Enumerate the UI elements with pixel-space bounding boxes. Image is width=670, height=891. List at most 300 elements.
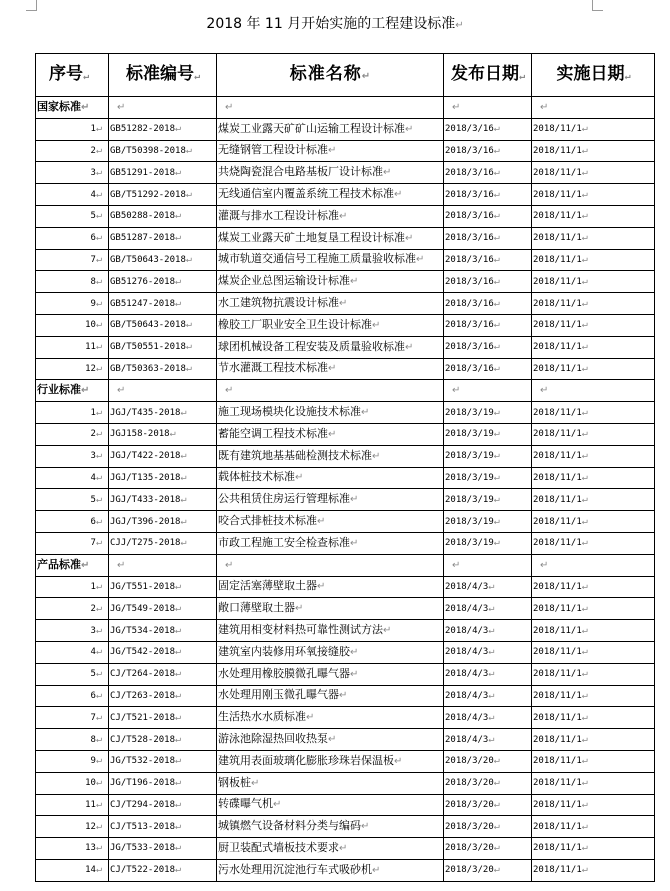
cell-no[interactable] bbox=[36, 271, 109, 293]
paragraph-mark: ↵ bbox=[581, 428, 588, 440]
cell-code[interactable] bbox=[109, 467, 217, 489]
cell-code-text: JGJ/T396-2018 bbox=[110, 516, 181, 527]
cell-implemented[interactable] bbox=[532, 314, 655, 336]
paragraph-mark: ↵ bbox=[95, 297, 102, 309]
cell-code[interactable] bbox=[109, 227, 217, 249]
cell-implemented[interactable] bbox=[532, 140, 655, 162]
cell-implemented[interactable] bbox=[532, 532, 655, 554]
table-row bbox=[36, 750, 655, 772]
cell-code[interactable] bbox=[109, 162, 217, 184]
cell-name[interactable] bbox=[217, 293, 444, 315]
paragraph-mark: ↵ bbox=[95, 515, 102, 527]
cell-code-text: GB/T50643-2018 bbox=[110, 254, 186, 265]
cell-published[interactable] bbox=[444, 685, 532, 707]
cell-implemented[interactable] bbox=[532, 838, 655, 860]
cell-implemented[interactable] bbox=[532, 358, 655, 380]
cell-published-text: 2018/4/3 bbox=[445, 734, 489, 745]
table-row bbox=[36, 838, 655, 860]
section-label-cell[interactable] bbox=[36, 380, 109, 402]
paragraph-mark: ↵ bbox=[581, 493, 588, 505]
cell-no[interactable] bbox=[36, 118, 109, 140]
cell-code[interactable] bbox=[109, 663, 217, 685]
cell-no[interactable] bbox=[36, 184, 109, 206]
cell-code[interactable] bbox=[109, 489, 217, 511]
paragraph-mark: ↵ bbox=[455, 20, 464, 31]
cell-implemented[interactable] bbox=[532, 794, 655, 816]
cell-no[interactable] bbox=[36, 489, 109, 511]
cell-published-text: 2018/3/20 bbox=[445, 778, 494, 789]
cell-no[interactable] bbox=[36, 227, 109, 249]
cell-no-text: 7 bbox=[90, 712, 96, 723]
section-empty-cell[interactable] bbox=[444, 97, 532, 119]
cell-published[interactable] bbox=[444, 271, 532, 293]
cell-no[interactable] bbox=[36, 205, 109, 227]
section-empty-cell[interactable] bbox=[217, 97, 444, 119]
cell-no-text: 8 bbox=[90, 276, 96, 287]
cell-implemented[interactable] bbox=[532, 118, 655, 140]
paragraph-mark: ↵ bbox=[493, 362, 500, 374]
cell-implemented-text: 2018/11/1 bbox=[533, 211, 582, 222]
cell-published[interactable] bbox=[444, 707, 532, 729]
standards-table-body bbox=[36, 54, 655, 882]
cell-implemented-text: 2018/11/1 bbox=[533, 451, 582, 462]
cell-name[interactable] bbox=[217, 641, 444, 663]
paragraph-mark: ↵ bbox=[488, 668, 495, 680]
paragraph-mark: ↵ bbox=[581, 646, 588, 658]
cell-no[interactable] bbox=[36, 707, 109, 729]
cell-implemented[interactable] bbox=[532, 707, 655, 729]
paragraph-mark: ↵ bbox=[493, 515, 500, 527]
cell-no-text: 9 bbox=[90, 298, 96, 309]
cell-implemented[interactable] bbox=[532, 249, 655, 271]
cell-code[interactable] bbox=[109, 750, 217, 772]
cell-implemented[interactable] bbox=[532, 663, 655, 685]
cell-code[interactable] bbox=[109, 423, 217, 445]
paragraph-mark: ↵ bbox=[180, 515, 187, 527]
cell-no-text: 12 bbox=[85, 363, 96, 374]
cell-name[interactable] bbox=[217, 184, 444, 206]
section-label-cell[interactable] bbox=[36, 97, 109, 119]
cell-name[interactable] bbox=[217, 511, 444, 533]
cell-name[interactable] bbox=[217, 729, 444, 751]
cell-code[interactable] bbox=[109, 576, 217, 598]
cell-no[interactable] bbox=[36, 293, 109, 315]
cell-name[interactable] bbox=[217, 227, 444, 249]
cell-published[interactable] bbox=[444, 249, 532, 271]
cell-code-text: GB/T50398-2018 bbox=[110, 145, 186, 156]
table-row bbox=[36, 685, 655, 707]
cell-code-text: JGJ/T433-2018 bbox=[110, 494, 181, 505]
paragraph-mark: ↵ bbox=[581, 450, 588, 462]
paragraph-mark: ↵ bbox=[175, 297, 182, 309]
cell-no[interactable] bbox=[36, 729, 109, 751]
paragraph-mark: ↵ bbox=[251, 777, 260, 789]
cell-implemented[interactable] bbox=[532, 816, 655, 838]
cell-implemented[interactable] bbox=[532, 576, 655, 598]
header-cell-code[interactable] bbox=[109, 54, 217, 97]
cell-no[interactable] bbox=[36, 358, 109, 380]
paragraph-mark: ↵ bbox=[339, 690, 348, 702]
cell-published-text: 2018/4/3 bbox=[445, 712, 489, 723]
cell-code[interactable] bbox=[109, 314, 217, 336]
cell-no[interactable] bbox=[36, 576, 109, 598]
cell-name-text: 市政工程施工安全检查标准 bbox=[218, 535, 350, 549]
paragraph-mark: ↵ bbox=[95, 668, 102, 680]
cell-name[interactable] bbox=[217, 402, 444, 424]
cell-no[interactable] bbox=[36, 140, 109, 162]
paragraph-mark: ↵ bbox=[581, 253, 588, 265]
cell-code-text: GB51282-2018 bbox=[110, 124, 176, 135]
paragraph-mark: ↵ bbox=[383, 167, 392, 179]
section-label-cell[interactable] bbox=[36, 554, 109, 576]
cell-name[interactable] bbox=[217, 532, 444, 554]
cell-name[interactable] bbox=[217, 467, 444, 489]
paragraph-mark: ↵ bbox=[493, 166, 500, 178]
cell-no-text: 6 bbox=[90, 690, 96, 701]
header-cell-published[interactable] bbox=[444, 54, 532, 97]
cell-implemented-text: 2018/11/1 bbox=[533, 734, 582, 745]
cell-implemented[interactable] bbox=[532, 729, 655, 751]
cell-published[interactable] bbox=[444, 402, 532, 424]
cell-published-text: 2018/3/19 bbox=[445, 494, 494, 505]
section-empty-cell[interactable] bbox=[109, 380, 217, 402]
paragraph-mark: ↵ bbox=[95, 864, 102, 876]
cell-implemented-text: 2018/11/1 bbox=[533, 538, 582, 549]
title-text: 2018 年 11 月开始实施的工程建设标准 bbox=[206, 16, 456, 32]
cell-published[interactable] bbox=[444, 118, 532, 140]
cell-code-text: CJ/T528-2018 bbox=[110, 734, 176, 745]
cell-published[interactable] bbox=[444, 794, 532, 816]
cell-code-text: GB/T50363-2018 bbox=[110, 363, 186, 374]
paragraph-mark: ↵ bbox=[581, 580, 588, 592]
paragraph-mark: ↵ bbox=[350, 668, 359, 680]
cell-implemented[interactable] bbox=[532, 750, 655, 772]
cell-published[interactable] bbox=[444, 838, 532, 860]
cell-published[interactable] bbox=[444, 423, 532, 445]
cell-code[interactable] bbox=[109, 118, 217, 140]
cell-implemented[interactable] bbox=[532, 162, 655, 184]
cell-code[interactable] bbox=[109, 685, 217, 707]
cell-implemented[interactable] bbox=[532, 423, 655, 445]
cell-published[interactable] bbox=[444, 772, 532, 794]
cell-implemented[interactable] bbox=[532, 598, 655, 620]
paragraph-mark: ↵ bbox=[581, 406, 588, 418]
paragraph-mark: ↵ bbox=[81, 559, 90, 571]
cell-no-text: 7 bbox=[90, 538, 96, 549]
cell-no[interactable] bbox=[36, 816, 109, 838]
cell-published[interactable] bbox=[444, 184, 532, 206]
cell-implemented[interactable] bbox=[532, 184, 655, 206]
cell-name[interactable] bbox=[217, 838, 444, 860]
cell-code[interactable] bbox=[109, 532, 217, 554]
header-implemented: 实施日期 bbox=[556, 63, 625, 84]
paragraph-mark: ↵ bbox=[175, 602, 182, 614]
cell-name[interactable] bbox=[217, 816, 444, 838]
cell-no[interactable] bbox=[36, 336, 109, 358]
paragraph-mark: ↵ bbox=[416, 254, 425, 266]
table-row bbox=[36, 445, 655, 467]
cell-implemented[interactable] bbox=[532, 620, 655, 642]
paragraph-mark: ↵ bbox=[175, 755, 182, 767]
paragraph-mark: ↵ bbox=[95, 450, 102, 462]
section-row bbox=[36, 554, 655, 576]
cell-no[interactable] bbox=[36, 467, 109, 489]
cell-published[interactable] bbox=[444, 511, 532, 533]
cell-name[interactable] bbox=[217, 598, 444, 620]
paragraph-mark: ↵ bbox=[493, 144, 500, 156]
cell-no[interactable] bbox=[36, 532, 109, 554]
section-empty-cell[interactable] bbox=[109, 97, 217, 119]
cell-code[interactable] bbox=[109, 641, 217, 663]
section-empty-cell[interactable] bbox=[532, 97, 655, 119]
cell-code[interactable] bbox=[109, 859, 217, 881]
cell-published[interactable] bbox=[444, 620, 532, 642]
cell-published[interactable] bbox=[444, 816, 532, 838]
cell-implemented-text: 2018/11/1 bbox=[533, 167, 582, 178]
paragraph-mark: ↵ bbox=[493, 319, 500, 331]
cell-name[interactable] bbox=[217, 445, 444, 467]
cell-name[interactable] bbox=[217, 772, 444, 794]
table-row bbox=[36, 205, 655, 227]
cell-implemented[interactable] bbox=[532, 685, 655, 707]
cell-code-text: CJJ/T275-2018 bbox=[110, 538, 181, 549]
cell-code[interactable] bbox=[109, 336, 217, 358]
cell-code[interactable] bbox=[109, 707, 217, 729]
cell-implemented[interactable] bbox=[532, 227, 655, 249]
cell-published[interactable] bbox=[444, 205, 532, 227]
cell-code[interactable] bbox=[109, 816, 217, 838]
cell-code[interactable] bbox=[109, 598, 217, 620]
cell-name[interactable] bbox=[217, 685, 444, 707]
section-row bbox=[36, 380, 655, 402]
cell-name-text: 无线通信室内覆盖系统工程技术标准 bbox=[218, 187, 394, 201]
header-cell-no[interactable] bbox=[36, 54, 109, 97]
cell-name[interactable] bbox=[217, 663, 444, 685]
section-empty-cell[interactable] bbox=[444, 554, 532, 576]
cell-implemented[interactable] bbox=[532, 511, 655, 533]
paragraph-mark: ↵ bbox=[185, 188, 192, 200]
cell-published[interactable] bbox=[444, 227, 532, 249]
cell-implemented[interactable] bbox=[532, 402, 655, 424]
cell-code[interactable] bbox=[109, 729, 217, 751]
cell-published[interactable] bbox=[444, 532, 532, 554]
cell-published[interactable] bbox=[444, 293, 532, 315]
paragraph-mark: ↵ bbox=[488, 602, 495, 614]
cell-name[interactable] bbox=[217, 489, 444, 511]
cell-no[interactable] bbox=[36, 445, 109, 467]
cell-published[interactable] bbox=[444, 358, 532, 380]
cell-name[interactable] bbox=[217, 118, 444, 140]
table-row bbox=[36, 576, 655, 598]
section-empty-cell[interactable] bbox=[532, 554, 655, 576]
cell-no[interactable] bbox=[36, 162, 109, 184]
cell-published[interactable] bbox=[444, 576, 532, 598]
cell-no[interactable] bbox=[36, 511, 109, 533]
cell-name[interactable] bbox=[217, 271, 444, 293]
cell-published[interactable] bbox=[444, 445, 532, 467]
header-name: 标准名称 bbox=[289, 63, 362, 84]
paragraph-mark: ↵ bbox=[350, 494, 359, 506]
cell-name[interactable] bbox=[217, 205, 444, 227]
cell-no[interactable] bbox=[36, 598, 109, 620]
cell-name-text: 灌溉与排水工程设计标准 bbox=[218, 208, 339, 222]
cell-code[interactable] bbox=[109, 511, 217, 533]
paragraph-mark: ↵ bbox=[175, 798, 182, 810]
cell-name[interactable] bbox=[217, 249, 444, 271]
cell-implemented[interactable] bbox=[532, 641, 655, 663]
section-empty-cell[interactable] bbox=[217, 554, 444, 576]
cell-published[interactable] bbox=[444, 140, 532, 162]
cell-code[interactable] bbox=[109, 402, 217, 424]
cell-published-text: 2018/3/20 bbox=[445, 865, 494, 876]
cell-implemented[interactable] bbox=[532, 271, 655, 293]
cell-name[interactable] bbox=[217, 162, 444, 184]
paragraph-mark: ↵ bbox=[581, 777, 588, 789]
section-empty-cell[interactable] bbox=[532, 380, 655, 402]
cell-name-text: 钢板桩 bbox=[218, 775, 251, 789]
paragraph-mark: ↵ bbox=[95, 580, 102, 592]
cell-code[interactable] bbox=[109, 140, 217, 162]
cell-implemented[interactable] bbox=[532, 293, 655, 315]
cell-code-text: CJ/T294-2018 bbox=[110, 799, 176, 810]
paragraph-mark: ↵ bbox=[273, 799, 282, 811]
cell-name[interactable] bbox=[217, 750, 444, 772]
paragraph-mark: ↵ bbox=[361, 70, 372, 82]
cell-no-text: 2 bbox=[90, 603, 96, 614]
cell-name[interactable] bbox=[217, 140, 444, 162]
cell-name-text: 生活热水水质标准 bbox=[218, 710, 306, 724]
paragraph-mark: ↵ bbox=[95, 144, 102, 156]
cell-published[interactable] bbox=[444, 314, 532, 336]
cell-code[interactable] bbox=[109, 772, 217, 794]
cell-published[interactable] bbox=[444, 750, 532, 772]
cell-no-text: 8 bbox=[90, 734, 96, 745]
cell-implemented-text: 2018/11/1 bbox=[533, 778, 582, 789]
header-cell-name[interactable] bbox=[217, 54, 444, 97]
cell-implemented[interactable] bbox=[532, 336, 655, 358]
cell-code[interactable] bbox=[109, 184, 217, 206]
cell-name[interactable] bbox=[217, 794, 444, 816]
cell-no[interactable] bbox=[36, 859, 109, 881]
cell-implemented[interactable] bbox=[532, 205, 655, 227]
paragraph-mark: ↵ bbox=[175, 232, 182, 244]
cell-published[interactable] bbox=[444, 859, 532, 881]
cell-code[interactable] bbox=[109, 620, 217, 642]
cell-no[interactable] bbox=[36, 772, 109, 794]
cell-code[interactable] bbox=[109, 794, 217, 816]
cell-published[interactable] bbox=[444, 489, 532, 511]
cell-name-text: 橡胶工厂职业安全卫生设计标准 bbox=[218, 317, 372, 331]
cell-code[interactable] bbox=[109, 358, 217, 380]
standards-table[interactable] bbox=[35, 53, 655, 882]
paragraph-mark: ↵ bbox=[372, 319, 381, 331]
cell-published[interactable] bbox=[444, 336, 532, 358]
cell-no[interactable] bbox=[36, 663, 109, 685]
cell-no[interactable] bbox=[36, 314, 109, 336]
cell-name[interactable] bbox=[217, 576, 444, 598]
cell-code[interactable] bbox=[109, 293, 217, 315]
cell-name[interactable] bbox=[217, 620, 444, 642]
cell-code[interactable] bbox=[109, 205, 217, 227]
cell-published-text: 2018/3/20 bbox=[445, 799, 494, 810]
header-row bbox=[36, 54, 655, 97]
cell-no[interactable] bbox=[36, 402, 109, 424]
cell-name[interactable] bbox=[217, 423, 444, 445]
cell-name[interactable] bbox=[217, 358, 444, 380]
table-row bbox=[36, 423, 655, 445]
cell-no[interactable] bbox=[36, 249, 109, 271]
paragraph-mark: ↵ bbox=[394, 189, 403, 201]
header-cell-implemented[interactable] bbox=[532, 54, 655, 97]
cell-name[interactable] bbox=[217, 336, 444, 358]
cell-no[interactable] bbox=[36, 620, 109, 642]
cell-name-text: 公共租赁住房运行管理标准 bbox=[218, 492, 350, 506]
cell-published[interactable] bbox=[444, 641, 532, 663]
cell-published[interactable] bbox=[444, 467, 532, 489]
paragraph-mark: ↵ bbox=[581, 864, 588, 876]
paragraph-mark: ↵ bbox=[95, 842, 102, 854]
cell-implemented[interactable] bbox=[532, 489, 655, 511]
document-title[interactable] bbox=[0, 14, 670, 36]
cell-implemented[interactable] bbox=[532, 859, 655, 881]
paragraph-mark: ↵ bbox=[95, 253, 102, 265]
section-empty-cell[interactable] bbox=[217, 380, 444, 402]
cell-published[interactable] bbox=[444, 162, 532, 184]
cell-implemented[interactable] bbox=[532, 445, 655, 467]
cell-published[interactable] bbox=[444, 598, 532, 620]
cell-name-text: 城市轨道交通信号工程施工质量验收标准 bbox=[218, 252, 416, 266]
cell-name-text: 固定活塞薄壁取土器 bbox=[218, 579, 317, 593]
cell-implemented-text: 2018/11/1 bbox=[533, 865, 582, 876]
section-empty-cell[interactable] bbox=[444, 380, 532, 402]
paragraph-mark: ↵ bbox=[350, 537, 359, 549]
paragraph-mark: ↵ bbox=[95, 319, 102, 331]
cell-no[interactable] bbox=[36, 641, 109, 663]
cell-published-text: 2018/3/19 bbox=[445, 538, 494, 549]
cell-code[interactable] bbox=[109, 445, 217, 467]
cell-no[interactable] bbox=[36, 838, 109, 860]
cell-published[interactable] bbox=[444, 663, 532, 685]
cell-name-text: 城镇燃气设备材料分类与编码 bbox=[218, 819, 361, 833]
cell-name[interactable] bbox=[217, 707, 444, 729]
table-row bbox=[36, 314, 655, 336]
paragraph-mark: ↵ bbox=[295, 472, 304, 484]
cell-code[interactable] bbox=[109, 838, 217, 860]
paragraph-mark: ↵ bbox=[95, 624, 102, 636]
cell-code[interactable] bbox=[109, 271, 217, 293]
cell-implemented[interactable] bbox=[532, 772, 655, 794]
cell-no[interactable] bbox=[36, 750, 109, 772]
cell-name[interactable] bbox=[217, 314, 444, 336]
cell-no[interactable] bbox=[36, 423, 109, 445]
cell-no[interactable] bbox=[36, 685, 109, 707]
paragraph-mark: ↵ bbox=[493, 471, 500, 483]
cell-published[interactable] bbox=[444, 729, 532, 751]
cell-name[interactable] bbox=[217, 859, 444, 881]
cell-code-text: GB51287-2018 bbox=[110, 233, 176, 244]
cell-implemented-text: 2018/11/1 bbox=[533, 363, 582, 374]
cell-implemented-text: 2018/11/1 bbox=[533, 821, 582, 832]
cell-code[interactable] bbox=[109, 249, 217, 271]
paragraph-mark: ↵ bbox=[95, 537, 102, 549]
paragraph-mark: ↵ bbox=[339, 210, 348, 222]
section-empty-cell[interactable] bbox=[109, 554, 217, 576]
cell-implemented-text: 2018/11/1 bbox=[533, 145, 582, 156]
cell-implemented[interactable] bbox=[532, 467, 655, 489]
table-row bbox=[36, 184, 655, 206]
cell-no[interactable] bbox=[36, 794, 109, 816]
header-code: 标准编号 bbox=[125, 63, 194, 84]
